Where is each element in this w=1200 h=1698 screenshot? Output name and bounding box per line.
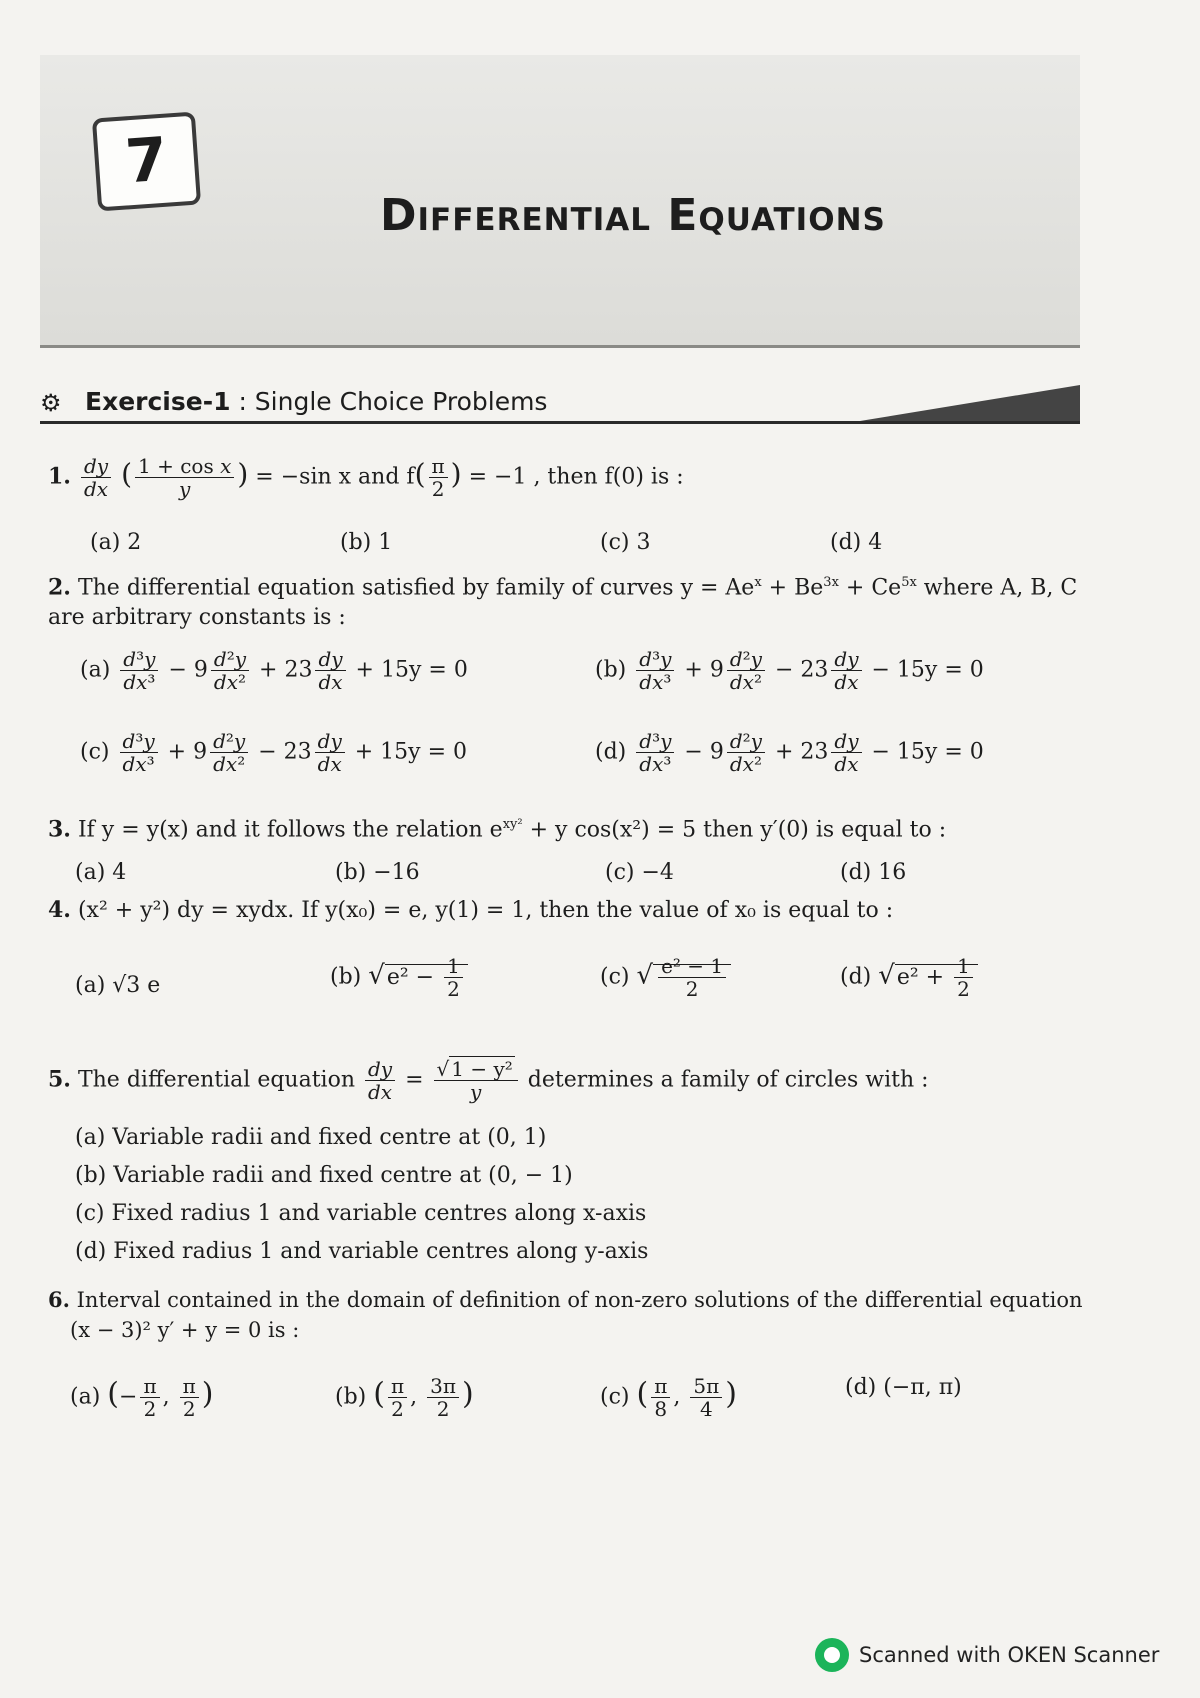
option-d[interactable]: (d) $\frac{\text{d³y}}{\text{dx³}}$ − 9 $\frac{\text{d²y}}{\text{dx²}}$ + 23 $\frac{dy}{dx}$ − 15y = 0 [595, 729, 984, 776]
question-4: 4. (x² + y²) dy = xydx. If y(x₀) = e, y(1) = 1, then the value of x₀ is equal to : [48, 897, 894, 923]
question-3: 3. If y = y(x) and it follows the relation $e^{xy^2} + y$ cos(x²) = 5 then y′(0) is equal to : [48, 816, 947, 843]
scanner-logo-icon [815, 1638, 849, 1672]
option-d[interactable]: (d) √e² + $\frac{1}{2}$ [840, 955, 978, 1000]
option-c[interactable]: (c) ( $\frac{\pi}{8}$ , $\frac{5\pi}{4}$ ) [600, 1374, 737, 1421]
option-b[interactable]: (b) ( $\frac{\pi}{2}$ , $\frac{3\pi}{2}$ ) [335, 1374, 474, 1421]
gear-icon: ⚙ [40, 389, 62, 417]
chapter-number: 7 [92, 112, 201, 212]
option-d[interactable]: (d) 4 [830, 530, 883, 555]
question-5: 5. The differential equation $\frac{dy}{dx}$ = $\frac{\text{√ 1 − y²}}{y}$ determines a family of circles with : [48, 1057, 929, 1104]
option-b[interactable]: (b) −16 [335, 860, 420, 885]
option-c[interactable]: (c) Fixed radius 1 and variable centres along x-axis [75, 1201, 647, 1226]
option-d[interactable]: (d) Fixed radius 1 and variable centres along y-axis [75, 1239, 649, 1264]
option-a[interactable]: (a) √3 e [75, 973, 161, 998]
question-2: 2. The differential equation satisfied by family of curves $y = Ae^x + Be^{3x} + Ce^{5x}$ where A, B, C are arbitrary constants is : [48, 574, 1078, 631]
option-b[interactable]: (b) Variable radii and fixed centre at (0, − 1) [75, 1163, 573, 1188]
chapter-title: Differential Equations [380, 190, 886, 241]
option-c[interactable]: (c) −4 [605, 860, 674, 885]
exercise-header [40, 385, 1080, 424]
option-b[interactable]: (b) √e² − $\frac{1}{2}$ [330, 955, 468, 1000]
option-b[interactable]: (b) $\frac{\text{d³y}}{\text{dx³}}$ + 9 $\frac{\text{d²y}}{\text{dx²}}$ − 23 $\frac{dy}{dx}$ − 15y = 0 [595, 647, 984, 694]
exercise-title: Exercise-1 : Single Choice Problems [85, 387, 548, 416]
option-b[interactable]: (b) 1 [340, 530, 393, 555]
scanner-watermark [815, 1638, 1159, 1672]
option-d[interactable]: (d) 16 [840, 860, 907, 885]
option-c[interactable]: (c) 3 [600, 530, 651, 555]
option-c[interactable]: (c) $\frac{\text{d³y}}{\text{dx³}}$ + 9 $\frac{\text{d²y}}{\text{dx²}}$ − 23 $\frac{dy}{dx}$ + 15y = 0 [80, 729, 468, 776]
option-c[interactable]: (c) √ $\frac{\text{e² − 1}}{2}$ [600, 955, 731, 1000]
footer-text: Scanned with OKEN Scanner [859, 1643, 1160, 1667]
option-d[interactable]: (d) (−π, π) [845, 1375, 962, 1400]
option-a[interactable]: (a) 2 [90, 530, 142, 555]
header-decoration [860, 385, 1080, 421]
question-1: 1. $\frac{dy}{dx}$ ( $\frac{\text{1 + cos x}}{y}$ ) = −sin x and f( $\frac{\pi}{2}$ ) = −1 , then f(0) is : [48, 454, 684, 501]
option-a[interactable]: (a) 4 [75, 860, 127, 885]
option-a[interactable]: (a) $\frac{\text{d³y}}{\text{dx³}}$ − 9 $\frac{\text{d²y}}{\text{dx²}}$ + 23 $\frac{dy}{dx}$ + 15y = 0 [80, 647, 468, 694]
option-a[interactable]: (a) Variable radii and fixed centre at (0, 1) [75, 1125, 547, 1150]
question-6: 6. Interval contained in the domain of definition of non-zero solutions of the differential equation (x − 3)² y′ + y = 0 is : [48, 1287, 1083, 1342]
option-a[interactable]: (a) (− $\frac{\pi}{2}$ , $\frac{\pi}{2}$ ) [70, 1374, 214, 1421]
